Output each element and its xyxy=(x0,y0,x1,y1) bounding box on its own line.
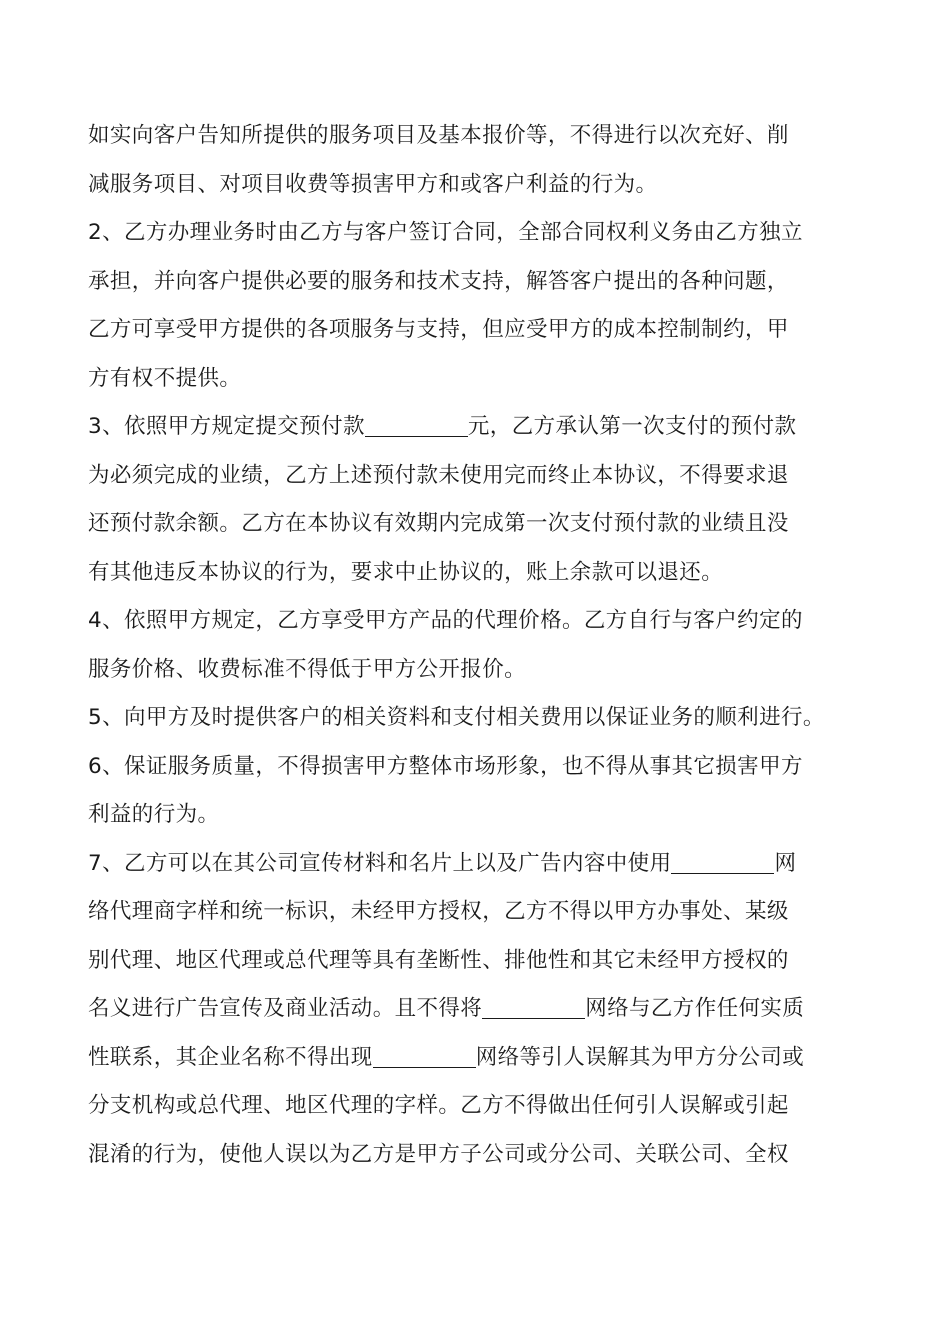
text-line xyxy=(88,403,878,452)
text-line xyxy=(88,791,878,840)
text-segment: 为必须完成的业绩，乙方上述预付款未使用完而终止本协议，不得要求退 xyxy=(88,462,789,488)
text-line xyxy=(88,258,878,307)
text-line xyxy=(88,694,878,743)
text-segment: 3、依照甲方规定提交预付款 xyxy=(88,414,365,439)
text-segment: 性联系，其企业名称不得出现 xyxy=(88,1044,373,1070)
text-segment: 减服务项目、对项目收费等损害甲方和或客户利益的行为。 xyxy=(88,171,658,197)
text-segment: 5、向甲方及时提供客户的相关资料和支付相关费用以保证业务的顺利进行。 xyxy=(88,705,825,730)
text-line xyxy=(88,985,878,1034)
text-line xyxy=(88,1131,878,1180)
fill-in-blank xyxy=(365,414,468,437)
text-line xyxy=(88,597,878,646)
text-segment: 7、乙方可以在其公司宣传材料和名片上以及广告内容中使用 xyxy=(88,850,672,876)
text-line xyxy=(88,646,878,695)
text-line xyxy=(88,840,878,889)
text-segment: 元，乙方承认第一次支付的预付款 xyxy=(467,414,797,439)
text-segment: 别代理、地区代理或总代理等具有垄断性、排他性和其它未经甲方授权的 xyxy=(88,947,789,973)
text-segment: 网 xyxy=(774,850,797,876)
text-segment: 利益的行为。 xyxy=(88,802,220,827)
text-segment: 混淆的行为，使他人误以为乙方是甲方子公司或分公司、关联公司、全权 xyxy=(88,1141,789,1167)
text-line xyxy=(88,112,878,161)
text-line xyxy=(88,549,878,598)
text-line xyxy=(88,1082,878,1131)
text-segment: 有其他违反本协议的行为，要求中止协议的，账上余款可以退还。 xyxy=(88,559,724,585)
text-line xyxy=(88,937,878,986)
fill-in-blank xyxy=(671,851,774,874)
text-segment: 网络与乙方作任何实质 xyxy=(585,996,805,1021)
text-segment: 服务价格、收费标准不得低于甲方公开报价。 xyxy=(88,656,527,682)
text-line xyxy=(88,1034,878,1083)
text-line xyxy=(88,743,878,792)
text-line xyxy=(88,306,878,355)
text-segment: 4、依照甲方规定，乙方享受甲方产品的代理价格。乙方自行与客户约定的 xyxy=(88,608,803,633)
text-segment: 乙方可享受甲方提供的各项服务与支持，但应受甲方的成本控制制约，甲 xyxy=(88,317,789,342)
text-line xyxy=(88,209,878,258)
text-line xyxy=(88,500,878,549)
text-segment: 分支机构或总代理、地区代理的字样。乙方不得做出任何引人误解或引起 xyxy=(88,1093,789,1118)
text-segment: 络代理商字样和统一标识，未经甲方授权，乙方不得以甲方办事处、某级 xyxy=(88,899,789,924)
text-segment: 2、乙方办理业务时由乙方与客户签订合同，全部合同权利义务由乙方独立 xyxy=(88,220,803,245)
text-segment: 还预付款余额。乙方在本协议有效期内完成第一次支付预付款的业绩且没 xyxy=(88,511,789,536)
text-line xyxy=(88,452,878,501)
fill-in-blank xyxy=(482,996,585,1019)
text-segment: 如实向客户告知所提供的服务项目及基本报价等，不得进行以次充好、削 xyxy=(88,123,789,148)
document-body xyxy=(88,112,878,1179)
text-segment: 名义进行广告宣传及商业活动。且不得将 xyxy=(88,996,483,1021)
text-segment: 方有权不提供。 xyxy=(88,365,242,391)
text-segment: 6、保证服务质量，不得损害甲方整体市场形象，也不得从事其它损害甲方 xyxy=(88,753,803,779)
text-line xyxy=(88,355,878,404)
text-line xyxy=(88,888,878,937)
text-segment: 承担，并向客户提供必要的服务和技术支持，解答客户提出的各种问题， xyxy=(88,268,789,294)
text-segment: 网络等引人误解其为甲方分公司或 xyxy=(475,1044,805,1070)
text-line xyxy=(88,161,878,210)
fill-in-blank xyxy=(373,1045,476,1068)
